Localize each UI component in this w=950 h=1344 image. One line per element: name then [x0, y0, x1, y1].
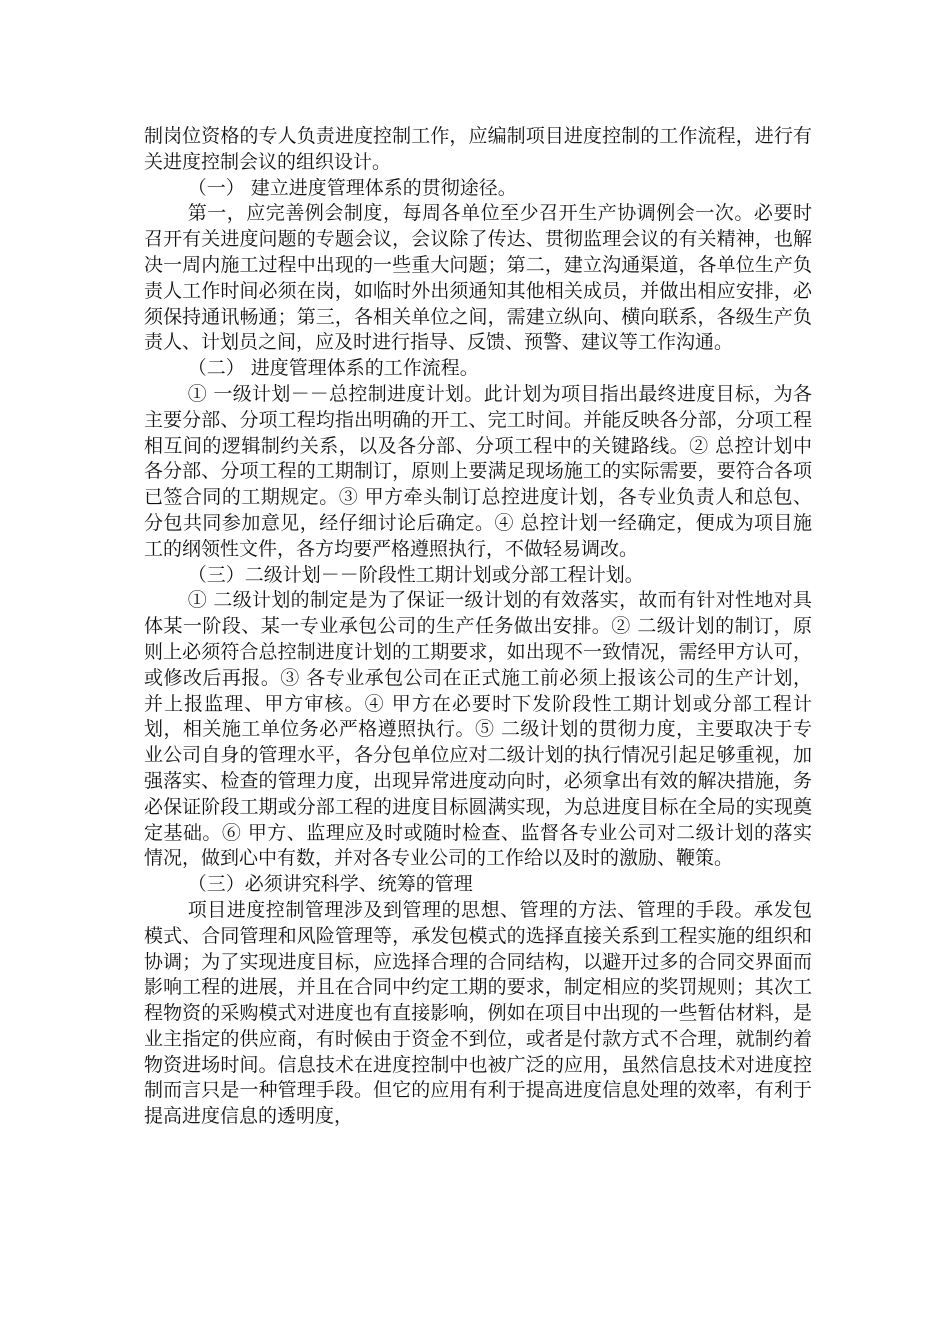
- paragraph-scientific-management: 项目进度控制管理涉及到管理的思想、管理的方法、管理的手段。承发包模式、合同管理和风险管理等，承发包模式的选择直接关系到工程实施的组织和协调；为了实现进度目标，应选择合理的合同结构，以避开过多的合同交界面而影响工程的进展，并且在合同中约定工期的要求，制定相应的奖罚规则；其次工程物资的采购模式对进度也有直接影响，例如在项目中出现的一些暂估材料，是业主指定的供应商，有时候由于资金不到位，或者是付款方式不合理，就制约着物资进场时间。信息技术在进度控制中也被广泛的应用，虽然信息技术对进度控制而言只是一种管理手段。但它的应用有利于提高进度信息处理的效率，有利于提高进度信息的透明度，: [144, 898, 812, 1128]
- paragraph-level-two-plan: ① 二级计划的制定是为了保证一级计划的有效落实，故而有针对性地对具体某一阶段、某一专业承包公司的生产任务做出安排。② 二级计划的制订，原则上必须符合总控制进度计划的工期要求，如出现不一致情况，需经甲方认可，或修改后再报。③ 各专业承包公司在正式施工前必须上报该公司的生产计划，并上报监理、甲方审核。④ 甲方在必要时下发阶段性工期计划或分部工程计划，相关施工单位务必严格遵照执行。⑤ 二级计划的贯彻力度，主要取决于专业公司自身的管理水平，各分包单位应对二级计划的执行情况引起足够重视，加强落实、检查的管理力度，出现异常进度动向时，必须拿出有效的解决措施，务必保证阶段工期或分部工程的进度目标圆满实现，为总进度目标在全局的实现奠定基础。⑥ 甲方、监理应及时或随时检查、监督各专业公司对二级计划的落实情况，做到心中有数，并对各专业公司的工作给以及时的激励、鞭策。: [144, 589, 812, 870]
- paragraph-intro: 制岗位资格的专人负责进度控制工作，应编制项目进度控制的工作流程，进行有关进度控制会议的组织设计。: [144, 125, 812, 173]
- paragraph-meeting-system: 第一，应完善例会制度，每周各单位至少召开生产协调例会一次。必要时召开有关进度问题的专题会议，会议除了传达、贯彻监理会议的有关精神，也解决一周内施工过程中出现的一些重大问题；第二，建立沟通渠道，各单位生产负责人工作时间必须在岗，如临时外出须通知其他相关成员，并做出相应安排，必须保持通讯畅通；第三，各相关单位之间，需建立纵向、横向联系，各级生产负责人、计划员之间，应及时进行指导、反馈、预警、建议等工作沟通。: [144, 202, 812, 354]
- section-heading-3: （三）二级计划－－阶段性工期计划或分部工程计划。: [187, 563, 644, 586]
- section-heading-4: （三）必须讲究科学、统筹的管理: [187, 873, 473, 896]
- section-heading-1: （一） 建立进度管理体系的贯彻途径。: [187, 176, 517, 199]
- document-page: [144, 124, 812, 1130]
- paragraph-level-one-plan: ① 一级计划－－总控制进度计划。此计划为项目指出最终进度目标，为各主要分部、分项工程均指出明确的开工、完工时间。并能反映各分部，分项工程相互间的逻辑制约关系，以及各分部、分项工程中的关键路线。② 总控计划中各分部、分项工程的工期制订，原则上要满足现场施工的实际需要，要符合各项已签合同的工期规定。③ 甲方牵头制订总控进度计划，各专业负责人和总包、分包共同参加意见，经仔细讨论后确定。④ 总控计划一经确定，便成为项目施工的纲领性文件，各方均要严格遵照执行，不做轻易调改。: [144, 382, 812, 560]
- section-heading-2: （二） 进度管理体系的工作流程。: [187, 357, 479, 380]
